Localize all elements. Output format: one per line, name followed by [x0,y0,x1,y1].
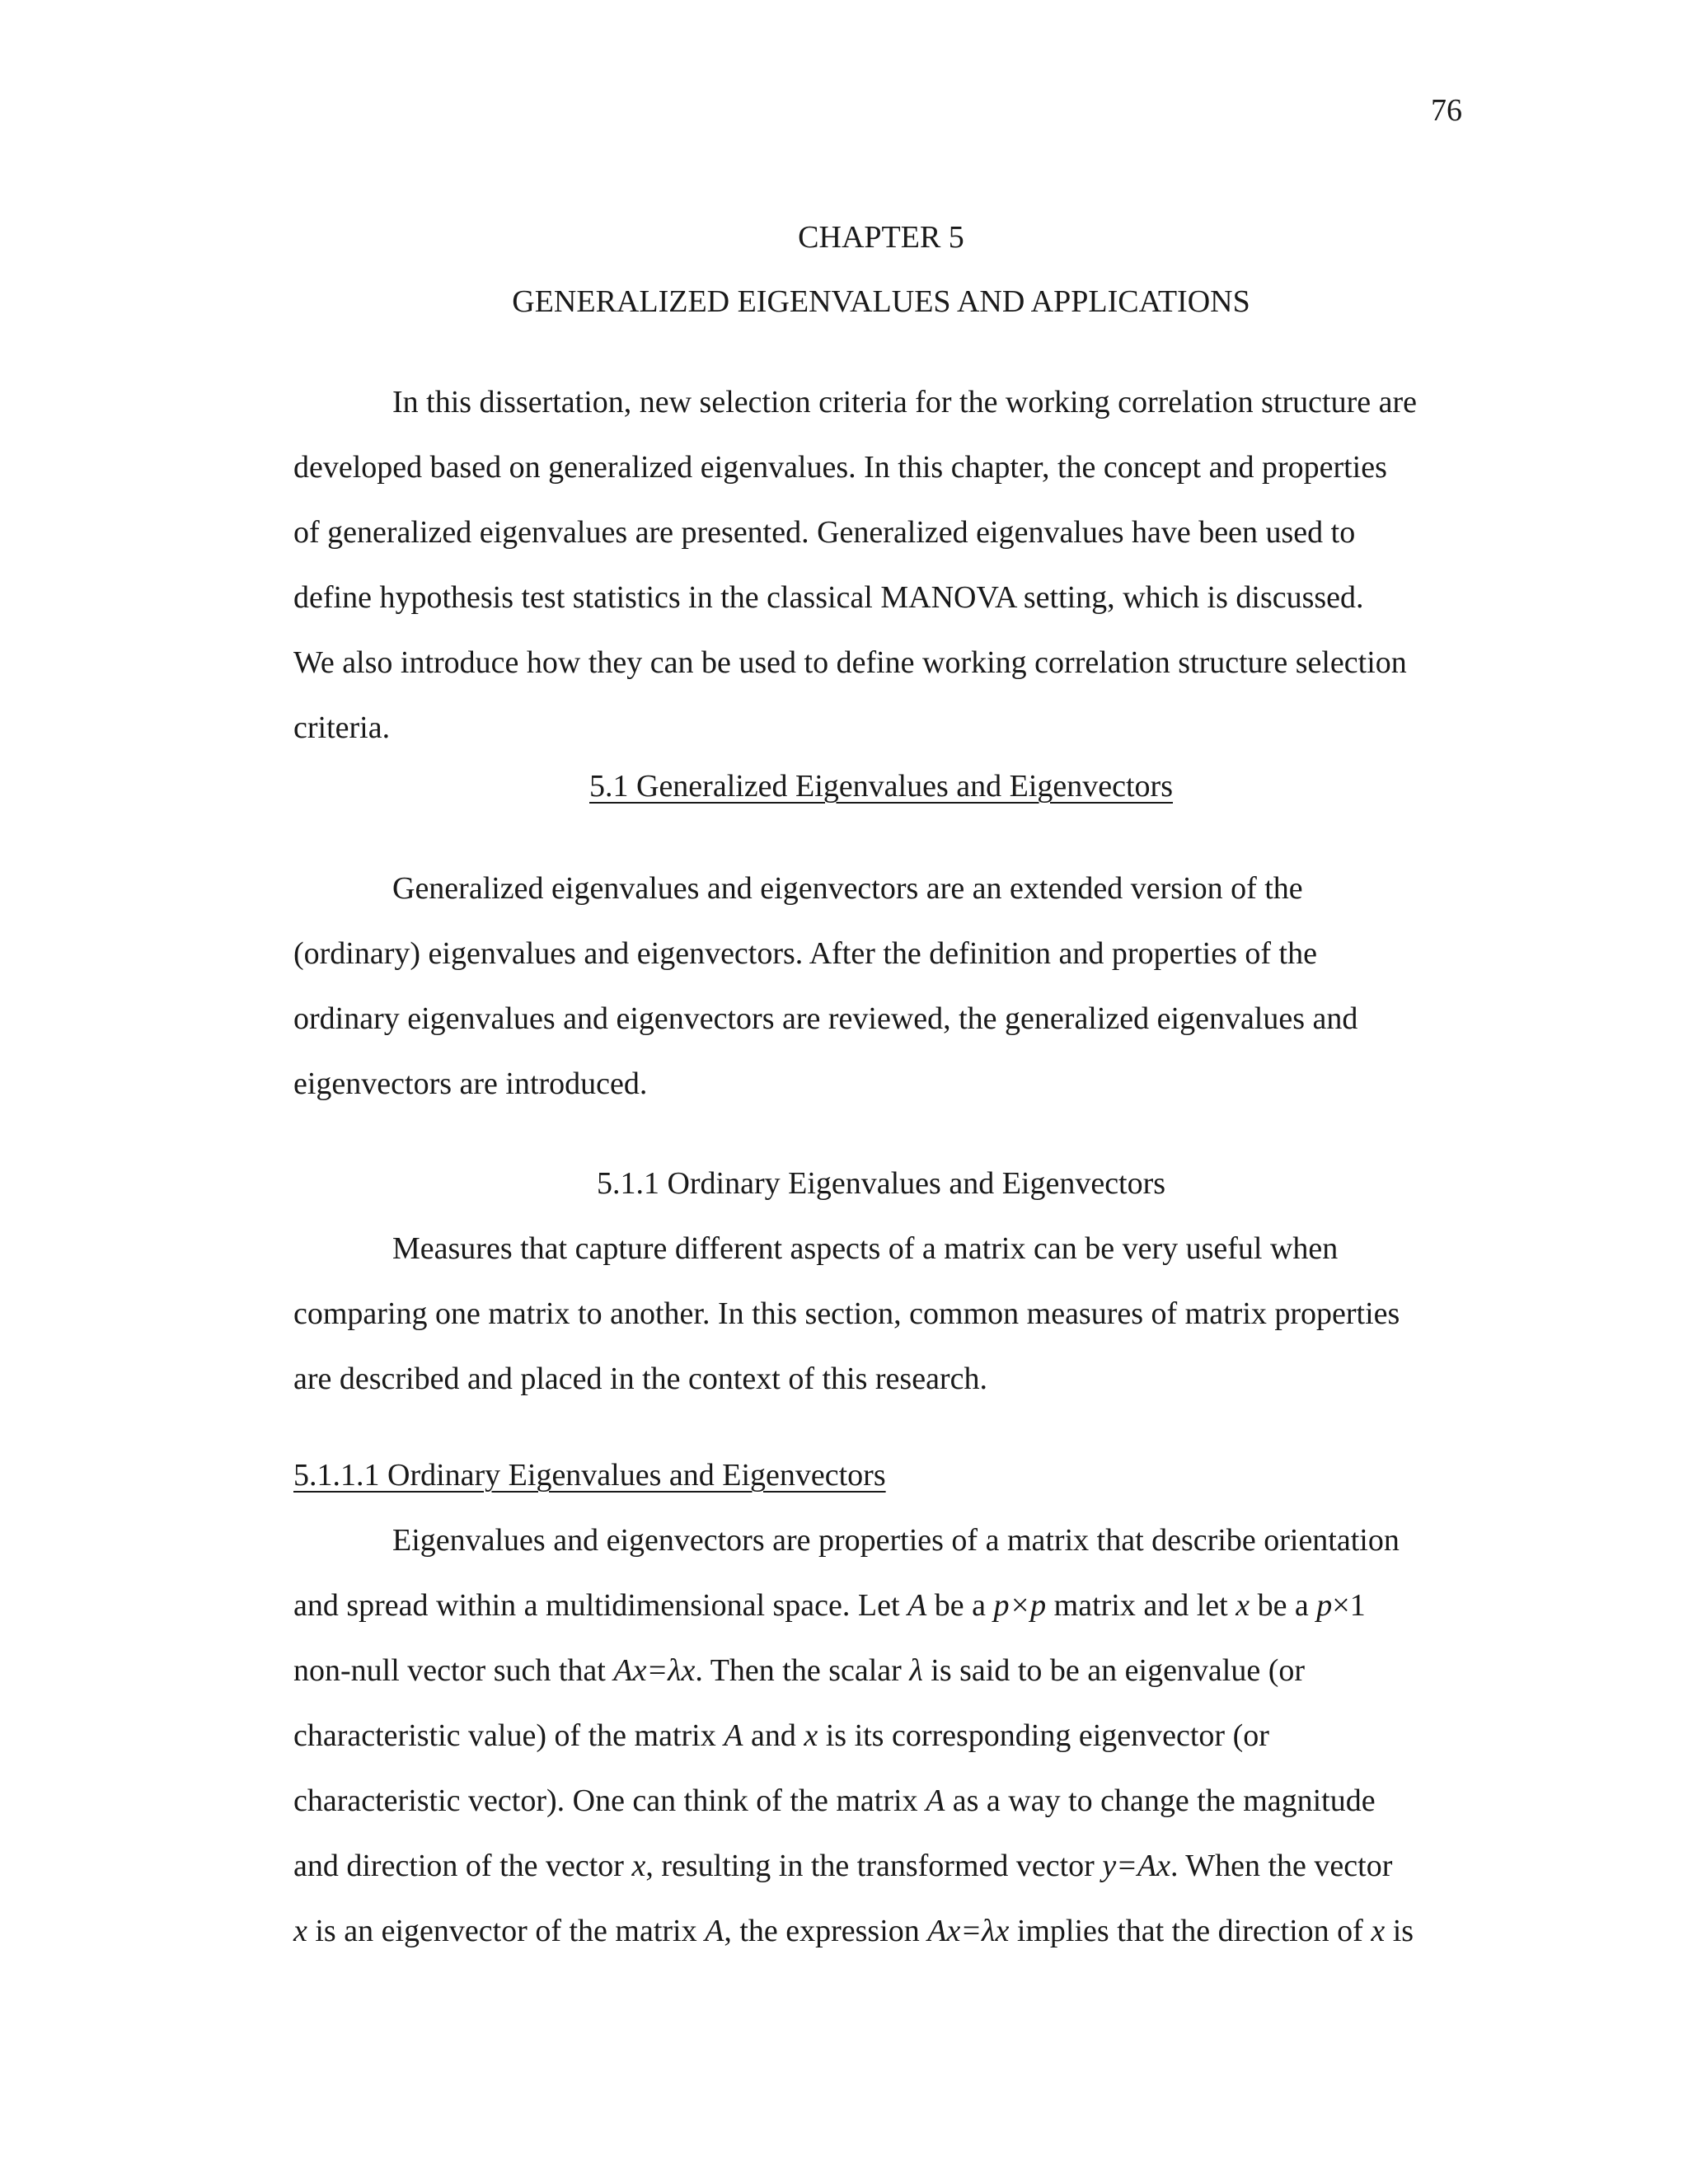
section-heading-5-1-1-1: 5.1.1.1 Ordinary Eigenvalues and Eigenvectors [293,1458,886,1493]
text-run: is [1385,1914,1414,1948]
math-run: A [907,1588,927,1623]
page-number: 76 [1431,93,1462,128]
text-run: matrix and let [1046,1588,1236,1623]
section-5-1-1-1-line [293,1783,1376,1819]
section-5-1-line: ordinary eigenvalues and eigenvectors are reviewed, the generalized eigenvalues and [293,1001,1358,1036]
math-run: A [926,1783,945,1818]
text-run: characteristic value) of the matrix [293,1718,724,1753]
section-5-1-1-1-line [293,1848,1392,1884]
text-run: is its corresponding eigenvector (or [818,1718,1269,1753]
math-run: x [293,1914,307,1948]
math-run: λ [909,1653,923,1688]
math-run: p×p [993,1588,1047,1623]
section-heading-5-1-1: 5.1.1 Ordinary Eigenvalues and Eigenvectors [596,1166,1166,1201]
text-run: is an eigenvector of the matrix [307,1914,706,1948]
section-5-1-1-1-line [293,1587,1366,1624]
intro-line: criteria. [293,710,391,745]
section-5-1-1-1-line [293,1652,1305,1689]
section-5-1-1-1-line [293,1718,1269,1754]
intro-line: developed based on generalized eigenvalues. In this chapter, the concept and properties [293,450,1387,485]
text-run: and direction of the vector [293,1849,632,1883]
text-run: ×1 [1332,1588,1366,1623]
text-run: characteristic vector). One can think of the matrix [293,1783,926,1818]
chapter-title: GENERALIZED EIGENVALUES AND APPLICATIONS [512,284,1250,319]
math-run: x [1371,1914,1386,1948]
math-run: A [705,1914,724,1948]
text-run: . When the vector [1170,1849,1393,1883]
chapter-label: CHAPTER 5 [798,220,964,255]
intro-line: We also introduce how they can be used to define working correlation structure selection [293,645,1407,680]
text-run: and spread within a multidimensional space. Let [293,1588,908,1623]
math-run: y=Ax [1102,1849,1170,1883]
text-run: is said to be an eigenvalue (or [922,1653,1306,1688]
intro-line: of generalized eigenvalues are presented. Generalized eigenvalues have been used to [293,515,1356,550]
section-5-1-1-line: are described and placed in the context of this research. [293,1361,987,1396]
text-run: . Then the scalar [695,1653,910,1688]
text-run: as a way to change the magnitude [945,1783,1376,1818]
section-5-1-line: (ordinary) eigenvalues and eigenvectors. After the definition and properties of the [293,936,1317,971]
math-run: p [1316,1588,1333,1623]
text-run: , resulting in the transformed vector [645,1849,1103,1883]
section-5-1-1-line: Measures that capture different aspects of a matrix can be very useful when [392,1231,1339,1266]
section-5-1-1-line: comparing one matrix to another. In this section, common measures of matrix properties [293,1296,1400,1331]
text-run: be a [1250,1588,1317,1623]
intro-line: define hypothesis test statistics in the classical MANOVA setting, which is discussed. [293,580,1364,615]
text-run: non-null vector such that [293,1653,614,1688]
section-heading-5-1: 5.1 Generalized Eigenvalues and Eigenvectors [589,769,1173,804]
math-run: x [804,1718,818,1753]
text-run: be a [926,1588,994,1623]
text-run: and [743,1718,804,1753]
math-run: x [631,1849,646,1883]
section-5-1-line: Generalized eigenvalues and eigenvectors are an extended version of the [392,871,1303,906]
section-5-1-line: eigenvectors are introduced. [293,1066,648,1101]
section-5-1-1-1-line: Eigenvalues and eigenvectors are properties of a matrix that describe orientation [392,1523,1400,1558]
math-run: Ax=λx [613,1653,696,1688]
section-5-1-1-1-line [293,1913,1414,1949]
math-run: Ax=λx [927,1914,1010,1948]
text-run: implies that the direction of [1009,1914,1372,1948]
text-run: , the expression [724,1914,928,1948]
math-run: x [1236,1588,1250,1623]
intro-line: In this dissertation, new selection criteria for the working correlation structure are [392,385,1417,419]
math-run: A [724,1718,743,1753]
